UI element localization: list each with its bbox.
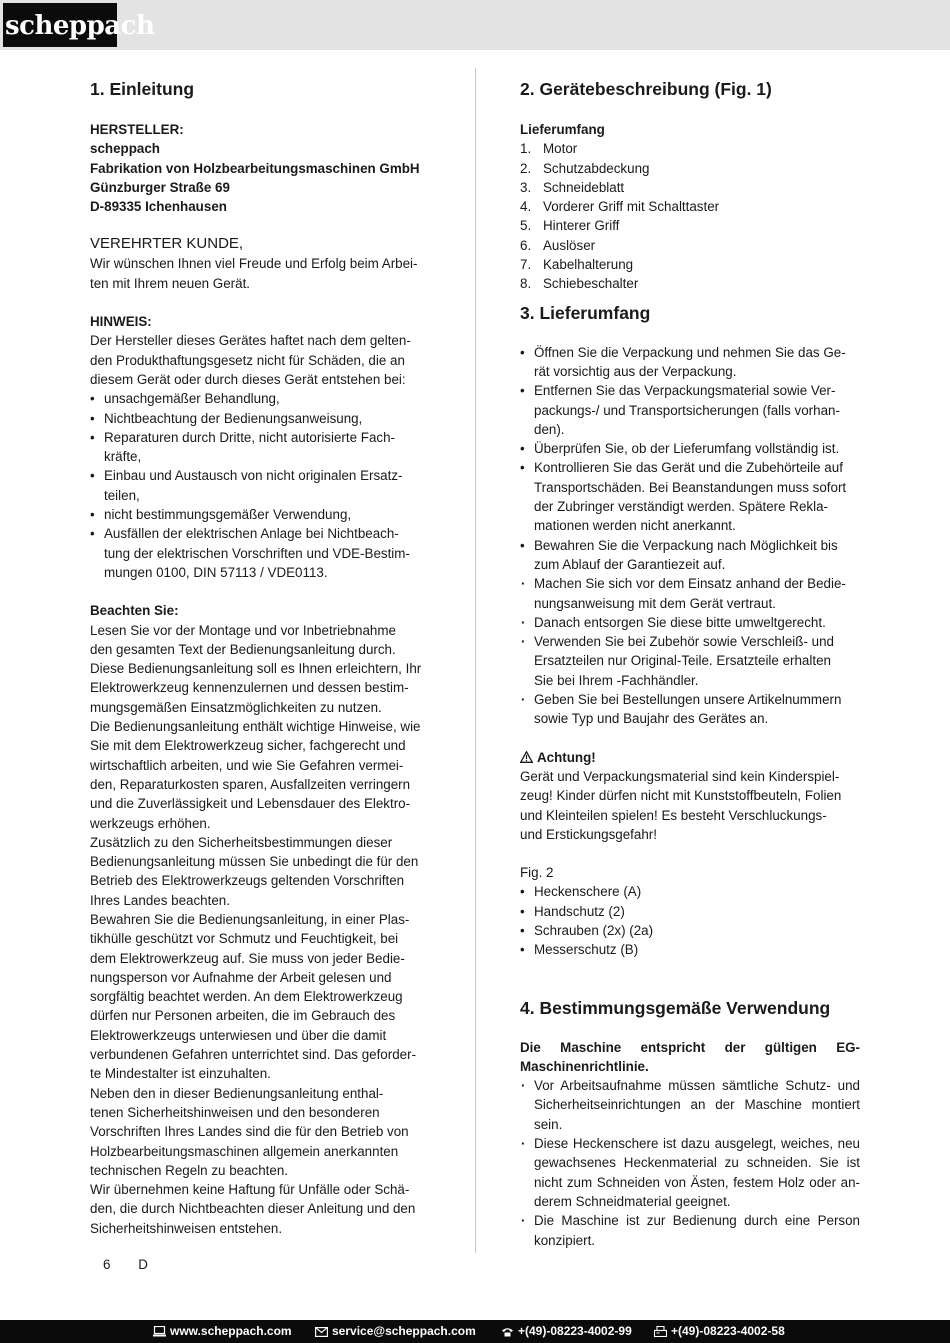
text-line: nicht zum Schneiden von Ästen, festem Holz oder an- (534, 1174, 860, 1190)
list-item (520, 458, 860, 535)
text-line: · Geben Sie bei Bestellungen unsere Artikelnummern (534, 692, 842, 708)
scope-subtitle: Lieferumfang (520, 122, 605, 137)
bullet-group (520, 381, 860, 439)
text-line: rät vorsichtig aus der Verpackung. (534, 363, 737, 379)
section-2-title: 2. Gerätebeschreibung (Fig. 1) (520, 79, 772, 99)
item-label: Motor (543, 141, 578, 157)
text-line: und Erstickungsgefahr! (520, 826, 657, 842)
fax-icon (654, 1326, 667, 1337)
parts-list (520, 139, 860, 293)
text-line: • Öffnen Sie die Verpackung und nehmen Sie das Ge- (534, 344, 846, 360)
text-line: Die Maschine entspricht der gültigen EG- (520, 1039, 860, 1055)
text-line: Zusätzlich zu den Sicherheitsbestimmungen dieser (90, 834, 393, 850)
warning-triangle-icon (520, 751, 533, 763)
text-line: konzipiert. (534, 1232, 596, 1248)
bullet-group (520, 690, 860, 729)
attention-text (90, 621, 435, 1239)
item-label: Schutzabdeckung (543, 160, 650, 176)
parts-list-item (520, 178, 860, 197)
text-line: teilen, (104, 487, 140, 503)
text-line: tung der elektrischen Vorschriften und VDE-Bestim- (104, 545, 410, 561)
text-line: zum Ablauf der Garantiezeit auf. (534, 556, 726, 572)
manufacturer-street: Günzburger Straße 69 (90, 179, 230, 195)
item-number: 4. (520, 199, 532, 215)
column-divider (475, 68, 476, 1253)
text-line: tikhülle geschützt vor Schmutz und Feuchtigkeit, bei (90, 931, 399, 947)
manufacturer-company: Fabrikation von Holzbearbeitungsmaschinen GmbH (90, 160, 420, 176)
item-label: Vorderer Griff mit Schalttaster (543, 199, 720, 215)
item-number: 5. (520, 218, 532, 234)
item-number: 6. (520, 237, 532, 253)
text-line: sowie Typ und Baujahr des Gerätes an. (534, 711, 769, 727)
text-line: und Kleinteilen spielen! Es besteht Verschluckungs- (520, 807, 827, 823)
text-line: wirtschaftlich arbeiten, und wie Sie Gefahren vermei- (90, 757, 404, 773)
list-item: • Schrauben (2x) (2a) (520, 921, 860, 940)
text-line: te Mindestalter ist einzuhalten. (90, 1066, 271, 1082)
text-line: Bewahren Sie die Bedienungsanleitung, in einer Plas- (90, 911, 410, 927)
text-line: · Machen Sie sich vor dem Einsatz anhand der Bedie- (534, 576, 846, 592)
text-line: Ihres Landes beachten. (90, 892, 230, 908)
manufacturer-name: scheppach (90, 141, 160, 157)
phone-number[interactable] (501, 1320, 632, 1342)
text-line: den, Reparaturkosten sparen, Ausfallzeiten verringern (90, 776, 411, 792)
fax-text: +(49)-08223-4002-58 (671, 1324, 785, 1338)
list-item (520, 439, 860, 458)
item-number: 1. (520, 141, 532, 157)
directive-statement (520, 1038, 860, 1077)
text-line: Sie bei Ihrem -Fachhändler. (534, 672, 699, 688)
bullet-group (520, 574, 860, 613)
list-item (90, 428, 435, 467)
bullet-group (520, 458, 860, 535)
usage-list (520, 1076, 860, 1250)
text-line: zeug! Kinder dürfen nicht mit Kunststoffbeuteln, Folien (520, 788, 842, 804)
text-line: • Einbau und Austausch von nicht originalen Ersatz- (104, 468, 403, 484)
text-line: Die Bedienungsanleitung enthält wichtige Hinweise, wie (90, 719, 421, 735)
text-line: derem Schneidmaterial geeignet. (534, 1193, 731, 1209)
list-item (520, 343, 860, 382)
fig2-label: Fig. 2 (520, 865, 554, 881)
text-line: Sicherheitshinweisen entstehen. (90, 1220, 283, 1236)
text-line: den). (534, 421, 565, 437)
text-line: Ersatzteilen nur Original-Teile. Ersatzteile erhalten (534, 653, 831, 669)
fax-number[interactable] (654, 1320, 785, 1342)
text-line: dem Elektrowerkzeug auf. Sie muss von jeder Bedie- (90, 950, 405, 966)
scheppach-logo: scheppach (3, 3, 117, 47)
unpacking-list (520, 343, 860, 729)
text-line: Maschinenrichtlinie. (520, 1058, 649, 1074)
list-item (520, 574, 860, 613)
text-line: nungsanweisung mit dem Gerät vertraut. (534, 595, 776, 611)
phone-icon (501, 1327, 514, 1337)
contact-bar (0, 1320, 950, 1343)
warning-title (520, 748, 860, 767)
text-line: sein. (534, 1116, 563, 1132)
left-column (90, 78, 435, 1238)
text-line: werkzeugs erhöhen. (90, 815, 211, 831)
text-line: • nicht bestimmungsgemäßer Verwendung, (104, 507, 352, 523)
text-line: · Die Maschine ist zur Bedienung durch eine Person (534, 1213, 860, 1229)
text-line: der Zubringer verständigt werden. Spätere Rekla- (534, 499, 828, 515)
text-line: Betrieb des Elektrowerkzeugs geltenden Vorschriften (90, 873, 405, 889)
customer-text (90, 254, 435, 293)
item-label: Kabelhalterung (543, 257, 634, 273)
bullet-group (520, 439, 860, 458)
text-line: • Bewahren Sie die Verpackung nach Möglichkeit bis (534, 537, 838, 553)
list-item (520, 1076, 860, 1134)
email-text: service@scheppach.com (332, 1324, 476, 1338)
fig2-list (520, 882, 860, 959)
list-item (520, 632, 860, 690)
notice-list (90, 389, 435, 582)
item-number: 8. (520, 276, 532, 292)
item-label: Auslöser (543, 237, 596, 253)
text-line: mungsgemäßen Einsatzmöglichkeiten zu nutzen. (90, 699, 382, 715)
list-item (520, 381, 860, 439)
text-line: Vorschriften Ihres Landes sind die für den Betrieb von (90, 1124, 409, 1140)
text-line: Holzbearbeitungsmaschinen allgemein anerkannten (90, 1143, 399, 1159)
text-line: sorgfältig beachtet werden. An dem Elektrowerkzeug (90, 989, 403, 1005)
text-line: verbundenen Gefahren unterrichtet sind. Das geforder- (90, 1047, 417, 1063)
list-item (520, 1211, 860, 1250)
text-line: Elektrowerkzeugs unterwiesen und über die damit (90, 1027, 387, 1043)
list-item (90, 524, 435, 582)
parts-list-item (520, 159, 860, 178)
text-line: Neben den in dieser Bedienungsanleitung enthal- (90, 1085, 384, 1101)
text-line: • Überprüfen Sie, ob der Lieferumfang vollständig ist. (534, 441, 840, 457)
text-line: gewachsenes Heckenmaterial zu schneiden. Sie ist (534, 1155, 860, 1171)
list-item (90, 505, 435, 524)
item-label: Schneideblatt (543, 179, 625, 195)
section-4-title: 4. Bestimmungsgemäße Verwendung (520, 997, 831, 1018)
manufacturer-city: D-89335 Ichenhausen (90, 199, 227, 215)
page-footer (103, 1257, 172, 1272)
text-line: • Ausfällen der elektrischen Anlage bei Nichtbeach- (104, 526, 399, 542)
item-number: 2. (520, 160, 532, 176)
mail-icon (315, 1327, 328, 1337)
text-line: Diese Bedienungsanleitung soll es Ihnen erleichtern, Ihr (90, 661, 422, 677)
text-line: Wir übernehmen keine Haftung für Unfälle oder Schä- (90, 1182, 410, 1198)
text-line: ten mit Ihrem neuen Gerät. (90, 275, 251, 291)
text-line: tenen Sicherheitshinweisen und den besonderen (90, 1104, 380, 1120)
parts-list-item (520, 139, 860, 158)
parts-list-item (520, 255, 860, 274)
list-item (520, 690, 860, 729)
text-line: den, die durch Nichtbeachten dieser Anleitung und den (90, 1201, 416, 1217)
list-item (520, 536, 860, 575)
bullet-group (520, 343, 860, 382)
notice-title: HINWEIS: (90, 314, 152, 330)
page-number: 6 (103, 1257, 111, 1272)
text-line: Bedienungsanleitung müssen Sie unbedingt die für den (90, 854, 419, 870)
text-line: kräfte, (104, 449, 142, 465)
list-item (90, 409, 435, 428)
list-item: • Messerschutz (B) (520, 940, 860, 959)
bullet-group (520, 613, 860, 632)
parts-list-item (520, 236, 860, 255)
list-item: • Heckenschere (A) (520, 882, 860, 901)
parts-list-item (520, 274, 860, 293)
text-line: nungsperson vor Aufnahme der Arbeit gelesen und (90, 969, 392, 985)
list-item (90, 389, 435, 408)
website-link[interactable] (153, 1320, 292, 1342)
item-number: 3. (520, 179, 532, 195)
parts-list-item (520, 197, 860, 216)
parts-list-item (520, 216, 860, 235)
text-line: packungs-/ und Transportsicherungen (falls vorhan- (534, 402, 840, 418)
text-line: Lesen Sie vor der Montage und vor Inbetriebnahme (90, 622, 396, 638)
bullet-group (520, 536, 860, 575)
text-line: dürfen nur Personen arbeiten, die im Gebrauch des (90, 1008, 396, 1024)
text-line: • Nichtbeachtung der Bedienungsanweisung, (104, 410, 363, 426)
bullet-group (520, 632, 860, 690)
text-line: · Verwenden Sie bei Zubehör sowie Verschleiß- und (534, 634, 834, 650)
list-item (90, 466, 435, 505)
text-line: · Diese Heckenschere ist dazu ausgelegt, weiches, neu (534, 1136, 860, 1152)
list-item (520, 613, 860, 632)
language-code: D (138, 1257, 148, 1272)
list-item: • Handschutz (2) (520, 902, 860, 921)
manufacturer-block (90, 120, 435, 216)
text-line: Der Hersteller dieses Gerätes haftet nach dem gelten- (90, 333, 411, 349)
text-line: Sicherheitseinrichtungen an der Maschine montiert (534, 1097, 860, 1113)
section-1-title: 1. Einleitung (90, 79, 195, 99)
website-text: www.scheppach.com (170, 1324, 292, 1338)
text-line: diesem Gerät oder durch dieses Gerät entstehen bei: (90, 371, 406, 387)
text-line: • unsachgemäßer Behandlung, (104, 391, 280, 407)
phone-text: +(49)-08223-4002-99 (518, 1324, 632, 1338)
text-line: Transportschäden. Bei Beanstandungen muss sofort (534, 479, 847, 495)
customer-greeting: VEREHRTER KUNDE, (90, 235, 244, 253)
text-line: technischen Regeln zu beachten. (90, 1162, 289, 1178)
text-line: • Entfernen Sie das Verpackungsmaterial sowie Ver- (534, 383, 836, 399)
computer-icon (153, 1326, 166, 1337)
text-line: mungen 0100, DIN 57113 / VDE0113. (104, 564, 328, 580)
text-line: den gesamten Text der Bedienungsanleitung durch. (90, 641, 396, 657)
email-link[interactable] (315, 1320, 476, 1342)
right-column (520, 78, 860, 1250)
attention-title: Beachten Sie: (90, 603, 179, 619)
warning-label: Achtung! (537, 749, 596, 765)
text-line: · Vor Arbeitsaufnahme müssen sämtliche Schutz- und (534, 1078, 860, 1094)
text-line: • Kontrollieren Sie das Gerät und die Zubehörteile auf (534, 460, 843, 476)
section-3-title: 3. Lieferumfang (520, 302, 651, 323)
text-line: Gerät und Verpackungsmaterial sind kein Kinderspiel- (520, 768, 840, 784)
text-line: · Danach entsorgen Sie diese bitte umweltgerecht. (534, 614, 826, 630)
text-line: mationen werden nicht anerkannt. (534, 518, 736, 534)
warning-text (520, 767, 860, 844)
text-line: und die Zuverlässigkeit und Lebensdauer des Elektro- (90, 796, 411, 812)
item-number: 7. (520, 257, 532, 273)
item-label: Hinterer Griff (543, 218, 620, 234)
item-label: Schiebeschalter (543, 276, 639, 292)
text-line: Elektrowerkzeug kennenzulernen und dessen bestim- (90, 680, 409, 696)
text-line: • Reparaturen durch Dritte, nicht autorisierte Fach- (104, 429, 396, 445)
text-line: Wir wünschen Ihnen viel Freude und Erfolg beim Arbei- (90, 256, 418, 272)
manufacturer-label: HERSTELLER: (90, 122, 184, 137)
notice-text (90, 331, 435, 389)
text-line: den Produkthaftungsgesetz nicht für Schäden, die an (90, 352, 405, 368)
text-line: Sie mit dem Elektrowerkzeug sicher, fachgerecht und (90, 738, 406, 754)
list-item (520, 1134, 860, 1211)
